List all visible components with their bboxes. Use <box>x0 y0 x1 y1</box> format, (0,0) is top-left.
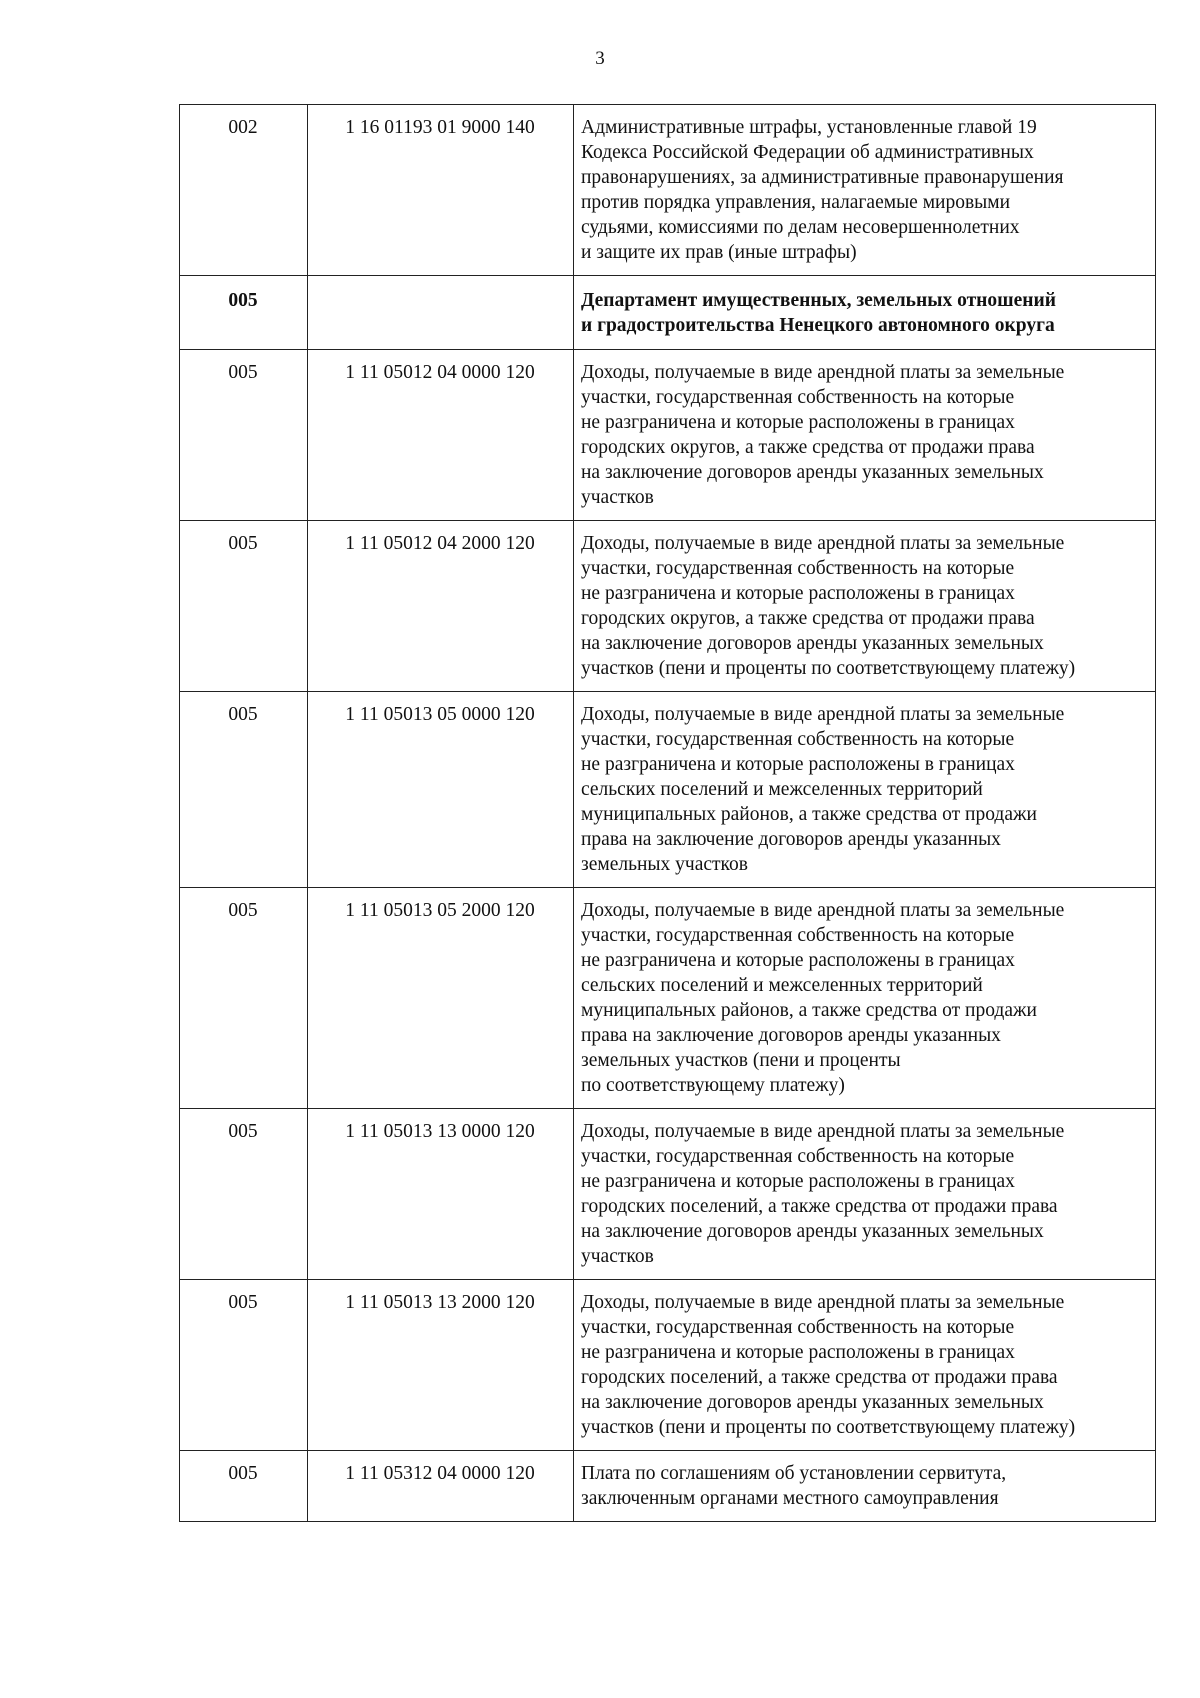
revenue-name-cell <box>574 521 1156 692</box>
table-row <box>180 1451 1156 1522</box>
revenue-name-cell <box>574 1280 1156 1451</box>
table-row <box>180 692 1156 888</box>
revenue-name-line: правонарушениях, за административные правонарушения <box>581 167 1064 188</box>
administrator-code-cell: 005 <box>180 521 308 692</box>
revenue-name-cell <box>574 105 1156 276</box>
revenue-name-line: Административные штрафы, установленные главой 19 <box>581 117 1037 138</box>
administrator-code-cell: 005 <box>180 692 308 888</box>
budget-classification-code-cell: 1 11 05013 13 2000 120 <box>308 1280 574 1451</box>
revenue-name-line: не разграничена и которые расположены в границах <box>581 412 1015 433</box>
revenue-name-line: на заключение договоров аренды указанных земельных <box>581 633 1044 654</box>
revenue-codes-table <box>179 104 1156 1522</box>
administrator-code-cell: 005 <box>180 350 308 521</box>
revenue-name-line: участков <box>581 487 654 508</box>
page-number: 3 <box>595 48 605 69</box>
revenue-name-cell <box>574 1451 1156 1522</box>
revenue-name-line: городских поселений, а также средства от продажи права <box>581 1367 1058 1388</box>
revenue-name-line: на заключение договоров аренды указанных земельных <box>581 462 1044 483</box>
budget-classification-code-cell: 1 16 01193 01 9000 140 <box>308 105 574 276</box>
revenue-name-line: заключенным органами местного самоуправления <box>581 1488 999 1509</box>
revenue-name-line: муниципальных районов, а также средства от продажи <box>581 1000 1037 1021</box>
revenue-name-cell <box>574 350 1156 521</box>
revenue-name-line: городских округов, а также средства от продажи права <box>581 608 1035 629</box>
revenue-name-cell <box>574 888 1156 1109</box>
revenue-name-cell <box>574 1109 1156 1280</box>
revenue-name-cell <box>574 692 1156 888</box>
table-row <box>180 521 1156 692</box>
revenue-name-line: Кодекса Российской Федерации об административных <box>581 142 1034 163</box>
revenue-name-line: Плата по соглашениям об установлении сервитута, <box>581 1463 1007 1484</box>
revenue-name-line: на заключение договоров аренды указанных земельных <box>581 1221 1044 1242</box>
revenue-name-line: городских поселений, а также средства от продажи права <box>581 1196 1058 1217</box>
administrator-code-cell: 002 <box>180 105 308 276</box>
revenue-name-line: участки, государственная собственность на которые <box>581 558 1015 579</box>
administrator-code-cell: 005 <box>180 888 308 1109</box>
revenue-name-line: земельных участков (пени и проценты <box>581 1050 901 1071</box>
table-row <box>180 1280 1156 1451</box>
revenue-name-line: земельных участков <box>581 854 748 875</box>
revenue-name-line: не разграничена и которые расположены в границах <box>581 950 1015 971</box>
budget-classification-code-cell <box>308 276 574 350</box>
revenue-name-line: участки, государственная собственность на которые <box>581 729 1015 750</box>
revenue-name-line: права на заключение договоров аренды указанных <box>581 1025 1001 1046</box>
revenue-name-line: против порядка управления, налагаемые мировыми <box>581 192 1011 213</box>
table-row <box>180 350 1156 521</box>
revenue-name-line: муниципальных районов, а также средства от продажи <box>581 804 1037 825</box>
table-row <box>180 105 1156 276</box>
revenue-name-line: судьями, комиссиями по делам несовершеннолетних <box>581 217 1020 238</box>
revenue-name-line: не разграничена и которые расположены в границах <box>581 1342 1015 1363</box>
table-body <box>180 105 1156 1522</box>
administrator-code-cell: 005 <box>180 1451 308 1522</box>
revenue-name-line: не разграничена и которые расположены в границах <box>581 583 1015 604</box>
revenue-name-line: участков (пени и проценты по соответствующему платежу) <box>581 1417 1076 1438</box>
table-row <box>180 888 1156 1109</box>
revenue-name-line: и защите их прав (иные штрафы) <box>581 242 857 263</box>
revenue-name-line: Доходы, получаемые в виде арендной платы за земельные <box>581 1292 1065 1313</box>
revenue-name-line: участки, государственная собственность на которые <box>581 925 1015 946</box>
revenue-name-line: городских округов, а также средства от продажи права <box>581 437 1035 458</box>
revenue-name-line: на заключение договоров аренды указанных земельных <box>581 1392 1044 1413</box>
revenue-name-line: не разграничена и которые расположены в границах <box>581 754 1015 775</box>
revenue-name-line: Доходы, получаемые в виде арендной платы за земельные <box>581 704 1065 725</box>
administrator-code-cell: 005 <box>180 1280 308 1451</box>
budget-classification-code-cell: 1 11 05013 13 0000 120 <box>308 1109 574 1280</box>
budget-classification-code-cell: 1 11 05012 04 0000 120 <box>308 350 574 521</box>
administrator-code-cell: 005 <box>180 276 308 350</box>
revenue-name-line: участков <box>581 1246 654 1267</box>
revenue-name-line: сельских поселений и межселенных территорий <box>581 975 983 996</box>
budget-classification-code-cell: 1 11 05312 04 0000 120 <box>308 1451 574 1522</box>
revenue-name-line: Доходы, получаемые в виде арендной платы за земельные <box>581 1121 1065 1142</box>
revenue-name-line: участки, государственная собственность на которые <box>581 1146 1015 1167</box>
revenue-name-line: не разграничена и которые расположены в границах <box>581 1171 1015 1192</box>
revenue-name-line: Доходы, получаемые в виде арендной платы за земельные <box>581 362 1065 383</box>
table-row <box>180 1109 1156 1280</box>
revenue-name-line: и градостроительства Ненецкого автономного округа <box>581 315 1055 336</box>
revenue-name-line: участков (пени и проценты по соответствующему платежу) <box>581 658 1076 679</box>
revenue-name-line: сельских поселений и межселенных территорий <box>581 779 983 800</box>
revenue-name-line: участки, государственная собственность на которые <box>581 387 1015 408</box>
revenue-name-line: Департамент имущественных, земельных отношений <box>581 290 1056 311</box>
revenue-name-line: по соответствующему платежу) <box>581 1075 845 1096</box>
budget-classification-code-cell: 1 11 05012 04 2000 120 <box>308 521 574 692</box>
revenue-name-line: Доходы, получаемые в виде арендной платы за земельные <box>581 533 1065 554</box>
revenue-name-line: права на заключение договоров аренды указанных <box>581 829 1001 850</box>
revenue-name-line: Доходы, получаемые в виде арендной платы за земельные <box>581 900 1065 921</box>
budget-classification-code-cell: 1 11 05013 05 2000 120 <box>308 888 574 1109</box>
revenue-name-cell <box>574 276 1156 350</box>
revenue-name-line: участки, государственная собственность на которые <box>581 1317 1015 1338</box>
table-row <box>180 276 1156 350</box>
budget-classification-code-cell: 1 11 05013 05 0000 120 <box>308 692 574 888</box>
administrator-code-cell: 005 <box>180 1109 308 1280</box>
